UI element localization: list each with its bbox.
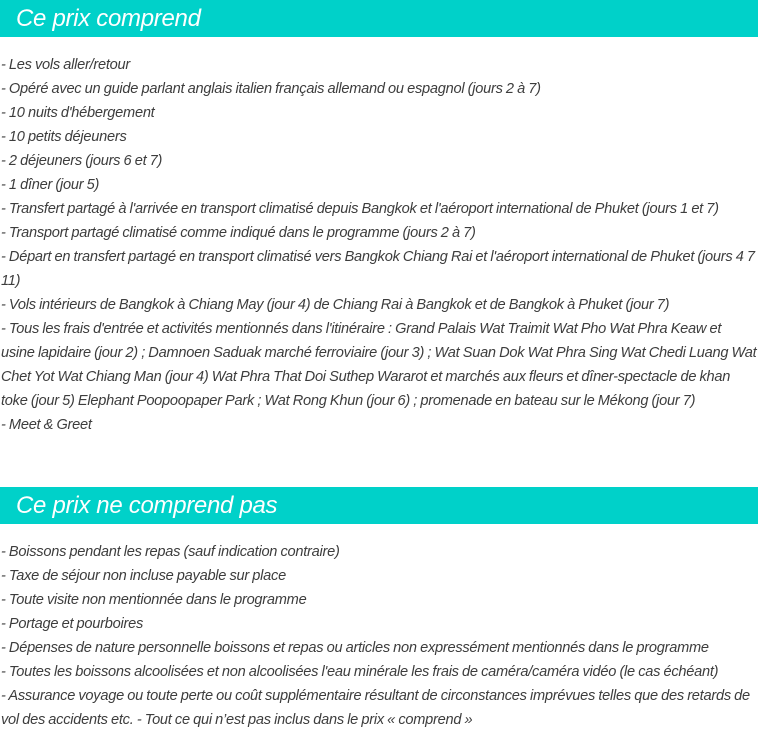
included-section-header	[0, 0, 758, 37]
list-item: - Tous les frais d'entrée et activités mentionnés dans l'itinéraire : Grand Palais Wat Traimit Wat Pho Wat Phra Keaw et usine lapidaire (jour 2) ; Damnoen Saduak marché ferroviaire (jour 3) ; Wat Suan Dok Wat Phra Sing Wat Chedi Luang Wat Chet Yot Wat Chiang Man (jour 4) Wat Phra That Doi Suthep Wararot et marchés aux fleurs et dîner-spectacle de khan toke (jour 5) Elephant Poopoopaper Park ; Wat Rong Khun (jour 6) ; promenade en bateau sur le Mékong (jour 7)	[1, 321, 757, 409]
list-item: - Assurance voyage ou toute perte ou coût supplémentaire résultant de circonstances imprévues telles que des retards de vol des accidents etc. - Tout ce qui n’est pas inclus dans le prix « comprend »	[1, 688, 750, 728]
list-item: - 10 nuits d'hébergement	[1, 105, 155, 121]
list-item: - Les vols aller/retour	[1, 57, 131, 73]
excluded-section-header	[0, 487, 758, 524]
list-item: - Dépenses de nature personnelle boissons et repas ou articles non expressément mentionnés dans le programme	[1, 640, 709, 656]
list-item: - 2 déjeuners (jours 6 et 7)	[1, 153, 163, 169]
excluded-items-list	[1, 540, 758, 732]
included-items-list	[1, 53, 758, 437]
list-item: - Toutes les boissons alcoolisées et non alcoolisées l'eau minérale les frais de caméra/caméra vidéo (le cas échéant)	[1, 664, 719, 680]
list-item: - Transport partagé climatisé comme indiqué dans le programme (jours 2 à 7)	[1, 225, 476, 241]
list-item: - Opéré avec un guide parlant anglais italien français allemand ou espagnol (jours 2 à 7)	[1, 81, 541, 97]
list-item: - Toute visite non mentionnée dans le programme	[1, 592, 307, 608]
included-section-title: Ce prix comprend	[16, 5, 201, 32]
list-item: - Vols intérieurs de Bangkok à Chiang May (jour 4) de Chiang Rai à Bangkok et de Bangkok à Phuket (jour 7)	[1, 297, 670, 313]
list-item: - Départ en transfert partagé en transport climatisé vers Bangkok Chiang Rai et l'aéroport international de Phuket (jours 4 7 11)	[1, 249, 755, 289]
excluded-section-title: Ce prix ne comprend pas	[16, 492, 278, 519]
list-item: - Transfert partagé à l'arrivée en transport climatisé depuis Bangkok et l'aéroport international de Phuket (jours 1 et 7)	[1, 201, 719, 217]
list-item: - Taxe de séjour non incluse payable sur place	[1, 568, 286, 584]
list-item: - 1 dîner (jour 5)	[1, 177, 100, 193]
list-item: - 10 petits déjeuners	[1, 129, 127, 145]
list-item: - Portage et pourboires	[1, 616, 144, 632]
list-item: - Meet & Greet	[1, 417, 92, 433]
list-item: - Boissons pendant les repas (sauf indication contraire)	[1, 544, 340, 560]
